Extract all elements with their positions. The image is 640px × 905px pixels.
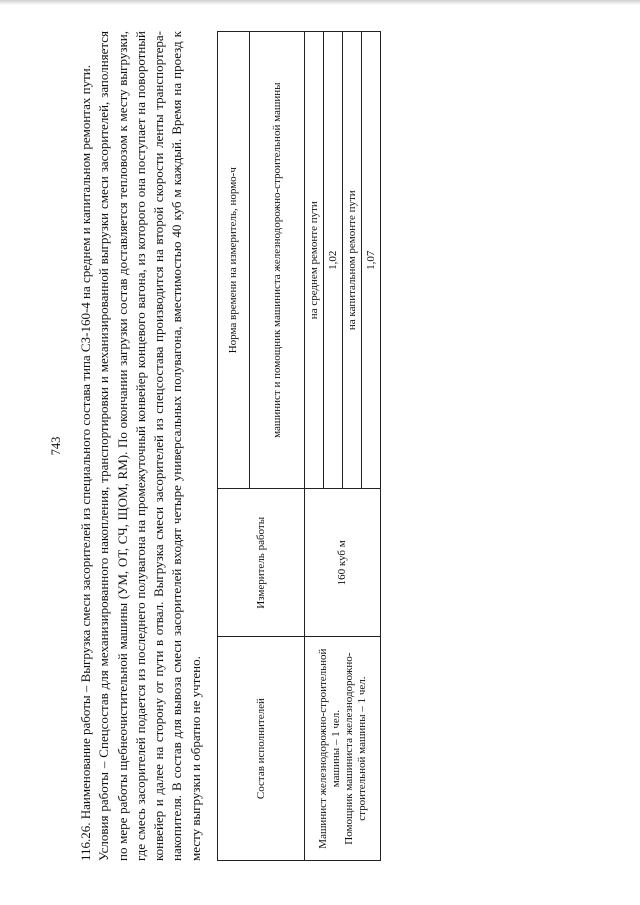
- label-capital: на капитальном ремонте пути: [343, 32, 362, 489]
- rotated-page: [49, 31, 609, 861]
- unit-cell: 160 куб м: [305, 489, 381, 637]
- value-medium: 1,02: [324, 32, 343, 489]
- header-unit: Измеритель работы: [218, 489, 305, 637]
- header-performers: Состав исполнителей: [218, 637, 305, 861]
- label-medium: на среднем ремонте пути: [305, 32, 324, 489]
- work-description: [77, 31, 205, 861]
- page-number: 743: [49, 436, 63, 456]
- performer-assistant: Помощник машиниста железнодорожно-строительной машины – 1 чел.: [342, 652, 368, 845]
- scan-top-edge: [0, 0, 640, 5]
- performers-cell: [305, 637, 381, 861]
- header-norm: Норма времени на измеритель, нормо-ч: [218, 32, 250, 489]
- performer-driver: Машинист железнодорожно-строительной машины – 1 чел.: [316, 648, 342, 849]
- value-capital: 1,07: [362, 32, 381, 489]
- work-conditions: Условия работы – Спецсостав для механизированного накопления, транспортировки и механизированной выгрузки смеси засорителей, заполняется по мере работы щебнеочистительной машины (УМ, ОТ, СЧ, ЩОМ, RM). По окончании загрузки состав доставляется тепловозом к месту выгрузки, где смесь засорителей подается из последнего полувагона на промежуточный конвейер концевого вагона, из которого она поступает на поворотный конвейер и далее на сторону от пути в отвал. Выгрузка смеси засорителей из спецсостава производится на второй скорости ленты транспортера-накопителя. В состав для вывоза смеси засорителей входят четыре универсальных полувагона, вместимостью 40 куб м каждый. Время на проезд к месту выгрузки и обратно не учтено.: [96, 31, 203, 861]
- header-norm-sub: машинист и помощник машиниста железнодорожно-строительной машины: [250, 32, 305, 489]
- work-heading: 116.26. Наименование работы – Выгрузка смеси засорителей из специального состава типа СЗ-160-4 на среднем и капитальном ремонтах пути.: [78, 64, 93, 861]
- norm-table: [217, 31, 381, 861]
